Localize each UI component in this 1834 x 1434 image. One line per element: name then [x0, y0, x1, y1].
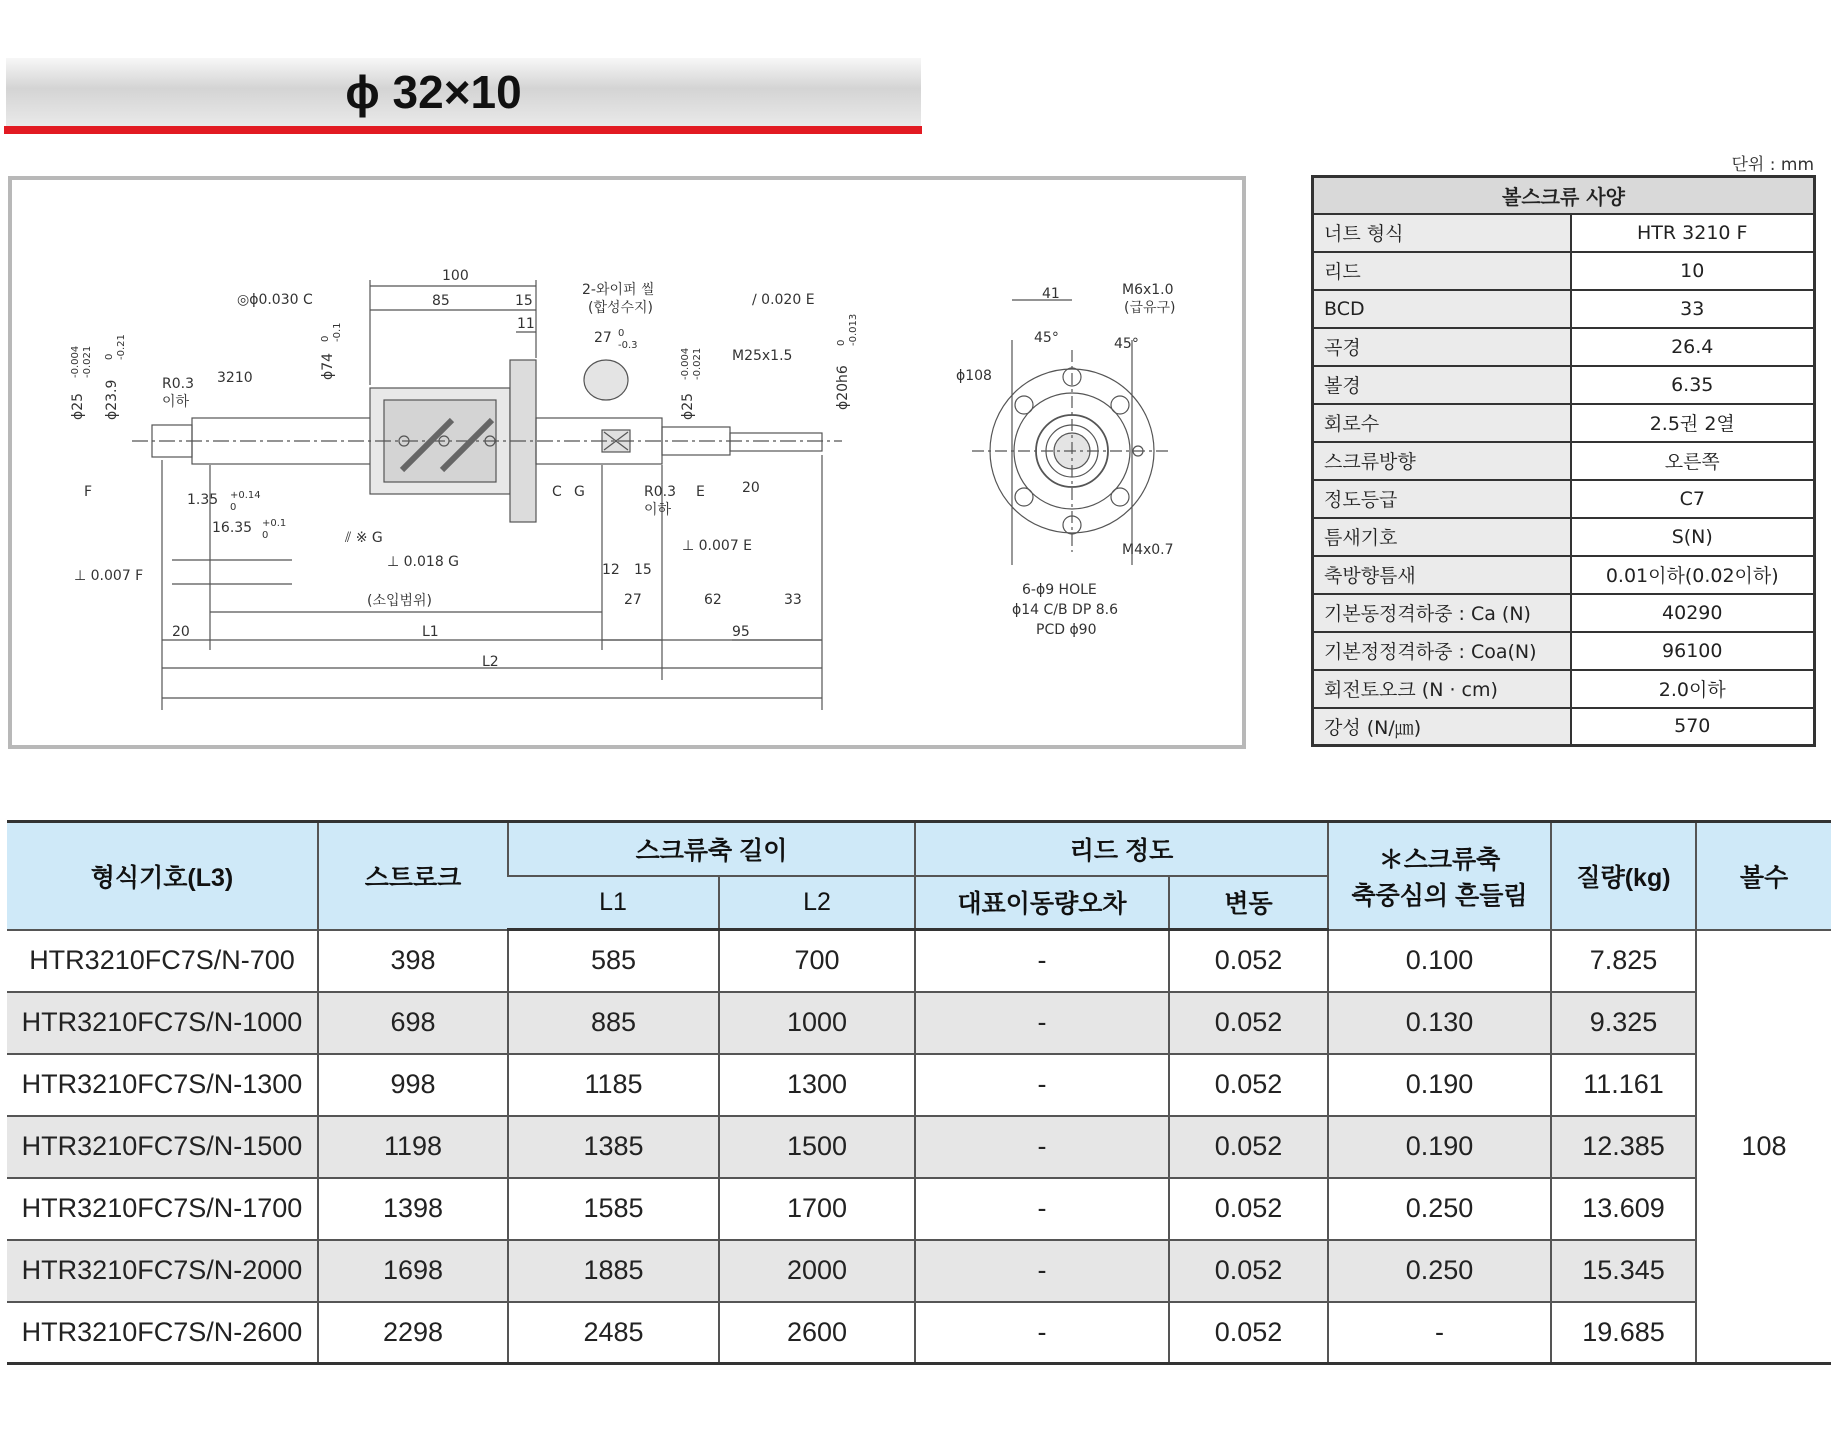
dim-100: 100: [442, 268, 469, 284]
dim-20-small: 20: [742, 480, 760, 496]
title-bar: [6, 58, 921, 126]
cell-l1: 1885: [508, 1240, 719, 1302]
d239-tol-bot: -0.21: [116, 334, 127, 360]
datum-e: E: [696, 484, 705, 500]
header-runout-line2: 축중심의 흔들림: [1351, 881, 1528, 910]
cell-l2: 1700: [719, 1178, 915, 1240]
cell-stroke: 398: [318, 930, 508, 992]
dim-27-tol-top: 0: [618, 328, 625, 339]
cb-label: ϕ14 C/B DP 8.6: [1012, 602, 1118, 618]
cell-mass: 13.609: [1551, 1178, 1696, 1240]
table-row: [7, 1302, 1831, 1364]
cell-model: HTR3210FC7S/N-1500: [7, 1116, 318, 1178]
spec-label: 회전토오크 (N · cm): [1313, 670, 1571, 708]
datum-c: C: [552, 484, 562, 500]
dim-85: 85: [432, 293, 450, 309]
frame-star: ⫽ ※ G: [345, 530, 383, 546]
dim-27-tol-bot: -0.3: [618, 340, 638, 351]
d20h6-tol-bot: -0.013: [848, 313, 859, 346]
dim-1635-tol-top: +0.1: [262, 518, 287, 529]
cell-mass: 15.345: [1551, 1240, 1696, 1302]
spec-label: 기본동정격하중 : Ca (N): [1313, 594, 1571, 632]
dim-62: 62: [704, 592, 722, 608]
spec-value: 570: [1571, 708, 1815, 746]
hardened-range: (소입범위): [367, 593, 433, 609]
l1-label: L1: [422, 624, 439, 640]
spec-value: 2.5권 2열: [1571, 404, 1815, 442]
d108-label: ϕ108: [956, 368, 992, 384]
below-mid: 이하: [644, 502, 672, 518]
cell-runout: 0.250: [1328, 1178, 1551, 1240]
r03-left: R0.3: [162, 376, 194, 392]
spec-row: [1313, 556, 1815, 594]
dim-15: 15: [515, 293, 533, 309]
spec-row: [1313, 404, 1815, 442]
cell-var: 0.052: [1169, 930, 1328, 992]
cell-stroke: 1198: [318, 1116, 508, 1178]
dim-11: 11: [517, 316, 535, 332]
spec-label: 정도등급: [1313, 480, 1571, 518]
d20h6: ϕ20h6: [835, 365, 851, 410]
spec-value: C7: [1571, 480, 1815, 518]
spec-label: 곡경: [1313, 328, 1571, 366]
angle-left: 45°: [1034, 330, 1059, 346]
d25-mid-tol-top: -0.004: [680, 347, 691, 380]
m6-label: M6x1.0: [1122, 282, 1174, 298]
header-balls: 볼수: [1696, 822, 1831, 930]
wiper-seal-label: 2-와이퍼 씰: [582, 282, 655, 298]
spec-label: 볼경: [1313, 366, 1571, 404]
header-variation: 변동: [1169, 876, 1328, 930]
table-row: [7, 930, 1831, 992]
spec-value: 26.4: [1571, 328, 1815, 366]
cell-model: HTR3210FC7S/N-2000: [7, 1240, 318, 1302]
dim-135: 1.35: [187, 492, 219, 508]
spec-label: 리드: [1313, 252, 1571, 290]
cell-mass: 12.385: [1551, 1116, 1696, 1178]
header-rep-travel-error: 대표이동량오차: [915, 876, 1169, 930]
cell-l2: 700: [719, 930, 915, 992]
parallel-frame: ∕ 0.020 E: [752, 292, 815, 308]
header-l1: L1: [508, 876, 719, 930]
dim-33: 33: [784, 592, 802, 608]
cell-l2: 1500: [719, 1116, 915, 1178]
spec-row: [1313, 366, 1815, 404]
table-row: [7, 1116, 1831, 1178]
d25-left-tol-top: -0.004: [70, 345, 81, 378]
cell-rep: -: [915, 1116, 1169, 1178]
header-model: 형식기호(L3): [7, 822, 318, 930]
spec-label: 기본정정격하중 : Coa(N): [1313, 632, 1571, 670]
cell-l1: 1585: [508, 1178, 719, 1240]
cell-mass: 19.685: [1551, 1302, 1696, 1364]
header-shaft-length: 스크류축 길이: [508, 822, 915, 876]
cell-runout: 0.130: [1328, 992, 1551, 1054]
cell-l2: 2000: [719, 1240, 915, 1302]
dim-41: 41: [1042, 286, 1060, 302]
technical-drawing: [8, 176, 1246, 749]
header-runout-line1: ＊스크류축: [1378, 845, 1501, 874]
frame-0007-f: ⊥ 0.007 F: [74, 568, 144, 584]
cell-rep: -: [915, 1054, 1169, 1116]
spec-value: 오른쪽: [1571, 442, 1815, 480]
below-left: 이하: [162, 394, 190, 410]
spec-row: [1313, 442, 1815, 480]
spec-value: S(N): [1571, 518, 1815, 556]
cell-stroke: 698: [318, 992, 508, 1054]
dim-135-tol-top: +0.14: [230, 490, 261, 501]
header-l2: L2: [719, 876, 915, 930]
spec-value: 40290: [1571, 594, 1815, 632]
cell-rep: -: [915, 1178, 1169, 1240]
angle-right: 45°: [1114, 336, 1139, 352]
hole-label: 6-ϕ9 HOLE: [1022, 582, 1097, 598]
r03-mid: R0.3: [644, 484, 676, 500]
cell-stroke: 998: [318, 1054, 508, 1116]
header-lead-accuracy: 리드 정도: [915, 822, 1328, 876]
cell-model: HTR3210FC7S/N-1300: [7, 1054, 318, 1116]
d74-tol-bot: -0.1: [332, 322, 343, 342]
page-title: ϕ 32×10: [345, 66, 522, 118]
cell-l1: 2485: [508, 1302, 719, 1364]
spec-label: 너트 형식: [1313, 214, 1571, 252]
spec-row: [1313, 708, 1815, 746]
cell-mass: 7.825: [1551, 930, 1696, 992]
d20h6-tol-top: 0: [836, 339, 847, 346]
cell-rep: -: [915, 992, 1169, 1054]
spec-title: 볼스크류 사양: [1313, 177, 1815, 214]
runout-frame: ◎ϕ0.030 C: [237, 292, 313, 308]
table-row: [7, 1178, 1831, 1240]
table-row: [7, 1054, 1831, 1116]
cell-l1: 1185: [508, 1054, 719, 1116]
m4-label: M4x0.7: [1122, 542, 1174, 558]
spec-row: [1313, 480, 1815, 518]
spec-row: [1313, 632, 1815, 670]
spec-value: 96100: [1571, 632, 1815, 670]
cell-model: HTR3210FC7S/N-700: [7, 930, 318, 992]
cell-runout: 0.190: [1328, 1054, 1551, 1116]
dim-27b: 27: [624, 592, 642, 608]
dim-20: 20: [172, 624, 190, 640]
spec-value: 0.01이하(0.02이하): [1571, 556, 1815, 594]
spec-table: [1311, 175, 1816, 747]
m25-label: M25x1.5: [732, 348, 793, 364]
spec-value: HTR 3210 F: [1571, 214, 1815, 252]
cell-l2: 1000: [719, 992, 915, 1054]
dim-12: 12: [602, 562, 620, 578]
dim-135-tol-bot: 0: [230, 502, 237, 513]
spec-body: [1313, 214, 1815, 746]
spec-value: 10: [1571, 252, 1815, 290]
cell-l2: 2600: [719, 1302, 915, 1364]
unit-note: 단위 : mm: [1731, 155, 1814, 175]
cell-runout: 0.100: [1328, 930, 1551, 992]
cell-var: 0.052: [1169, 1302, 1328, 1364]
l2-label: L2: [482, 654, 499, 670]
d239: ϕ23.9: [104, 379, 120, 420]
frame-0007-e: ⊥ 0.007 E: [682, 538, 753, 554]
spec-row: [1313, 214, 1815, 252]
spec-value: 2.0이하: [1571, 670, 1815, 708]
cell-l1: 1385: [508, 1116, 719, 1178]
title-underline: [4, 126, 922, 134]
spec-label: 강성 (N/㎛): [1313, 708, 1571, 746]
cell-var: 0.052: [1169, 1178, 1328, 1240]
model-table: [7, 820, 1831, 1365]
spec-row: [1313, 328, 1815, 366]
cell-rep: -: [915, 930, 1169, 992]
cell-balls: 108: [1696, 930, 1831, 1364]
spec-value: 33: [1571, 290, 1815, 328]
spec-row: [1313, 670, 1815, 708]
cell-stroke: 1398: [318, 1178, 508, 1240]
cell-rep: -: [915, 1240, 1169, 1302]
table-row: [7, 1240, 1831, 1302]
cell-l2: 1300: [719, 1054, 915, 1116]
model-table-body: [7, 930, 1831, 1364]
datum-g: G: [574, 484, 585, 500]
model-3210: 3210: [217, 370, 253, 386]
d74: ϕ74: [320, 352, 336, 380]
d239-tol-top: 0: [104, 353, 115, 360]
spec-row: [1313, 290, 1815, 328]
dim-1635: 16.35: [212, 520, 253, 536]
cell-model: HTR3210FC7S/N-1700: [7, 1178, 318, 1240]
cell-model: HTR3210FC7S/N-1000: [7, 992, 318, 1054]
pcd-label: PCD ϕ90: [1036, 622, 1097, 638]
dim-15b: 15: [634, 562, 652, 578]
cell-l1: 585: [508, 930, 719, 992]
frame-0018: ⊥ 0.018 G: [387, 554, 460, 570]
dim-27: 27: [594, 330, 612, 346]
cell-model: HTR3210FC7S/N-2600: [7, 1302, 318, 1364]
drawing-svg: [12, 180, 1242, 745]
cell-var: 0.052: [1169, 1240, 1328, 1302]
header-runout: [1328, 822, 1551, 930]
dim-95: 95: [732, 624, 750, 640]
header-stroke: 스트로크: [318, 822, 508, 930]
cell-l1: 885: [508, 992, 719, 1054]
spec-value: 6.35: [1571, 366, 1815, 404]
table-row: [7, 992, 1831, 1054]
spec-row: [1313, 594, 1815, 632]
cell-mass: 11.161: [1551, 1054, 1696, 1116]
wiper-material-label: (합성수지): [588, 300, 654, 316]
spec-row: [1313, 518, 1815, 556]
cell-runout: 0.250: [1328, 1240, 1551, 1302]
spec-label: 축방향틈새: [1313, 556, 1571, 594]
cell-mass: 9.325: [1551, 992, 1696, 1054]
d25-mid-tol-bot: -0.021: [692, 347, 703, 380]
d25-left: ϕ25: [70, 392, 86, 420]
cell-runout: 0.190: [1328, 1116, 1551, 1178]
cell-var: 0.052: [1169, 1116, 1328, 1178]
d74-tol-top: 0: [320, 335, 331, 342]
spec-label: 스크류방향: [1313, 442, 1571, 480]
spec-label: BCD: [1313, 290, 1571, 328]
dim-1635-tol-bot: 0: [262, 530, 269, 541]
datum-f: F: [84, 484, 93, 500]
header-mass: 질량(kg): [1551, 822, 1696, 930]
d25-mid: ϕ25: [680, 392, 696, 420]
shaft-end: [730, 433, 822, 451]
m6-note: (급유구): [1124, 300, 1176, 316]
cell-runout: -: [1328, 1302, 1551, 1364]
spec-label: 회로수: [1313, 404, 1571, 442]
d25-left-tol-bot: -0.021: [82, 345, 93, 378]
cell-stroke: 1698: [318, 1240, 508, 1302]
cell-rep: -: [915, 1302, 1169, 1364]
cell-var: 0.052: [1169, 992, 1328, 1054]
cell-stroke: 2298: [318, 1302, 508, 1364]
spec-label: 틈새기호: [1313, 518, 1571, 556]
cell-var: 0.052: [1169, 1054, 1328, 1116]
spec-row: [1313, 252, 1815, 290]
